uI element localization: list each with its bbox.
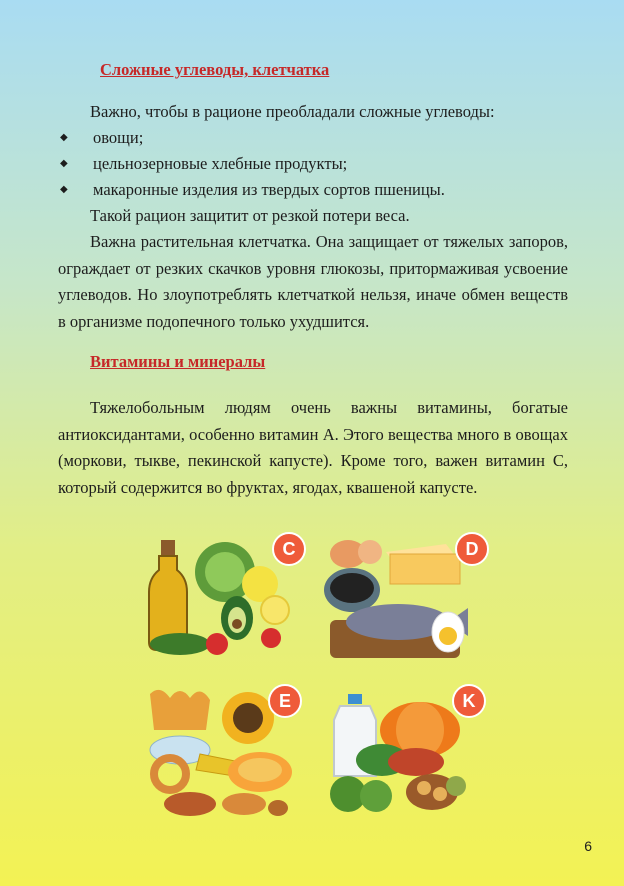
bullet-icon: ◆ [60, 158, 68, 169]
list-item: ◆ овощи; [60, 125, 445, 151]
vitamin-e-badge: E [268, 684, 302, 718]
vitamin-d-badge: D [455, 532, 489, 566]
bullet-icon: ◆ [60, 132, 68, 143]
bullet-icon: ◆ [60, 184, 68, 195]
diet-protection-text: Такой рацион защитит от резкой потери веса. [90, 206, 410, 225]
vitamin-k-badge: K [452, 684, 486, 718]
list-item: ◆ цельнозерновые хлебные продукты; [60, 151, 445, 177]
section-title-vitamins: Витамины и минералы [90, 352, 266, 371]
section-title-carbohydrates: Сложные углеводы, клетчатка [100, 60, 330, 79]
vitamins-paragraph: Тяжелобольным людям очень важны витамины, богатые антиоксидантами, особенно витамин А. Этого вещества много в овощах (моркови, тыкве, пекинской капусте). Кроме того, важен витамин С, который содержится во фруктах, ягодах, квашеной капусте. [58, 398, 568, 497]
carbohydrates-intro: Важно, чтобы в рационе преобладали сложные углеводы: [90, 102, 495, 121]
vitamin-d-foods-icon [318, 532, 478, 672]
list-item: ◆ макаронные изделия из твердых сортов пшеницы. [60, 177, 445, 203]
page-number: 6 [584, 838, 592, 854]
vitamin-c-badge: C [272, 532, 306, 566]
carbohydrates-list [60, 125, 445, 203]
fiber-paragraph: Важна растительная клетчатка. Она защищает от тяжелых запоров, ограждает от резких скачков уровня глюкозы, притормаживая усвоение углеводов. Но злоупотреблять клетчаткой нельзя, иначе обмен веществ в организме подопечного только ухудшится. [58, 232, 568, 331]
